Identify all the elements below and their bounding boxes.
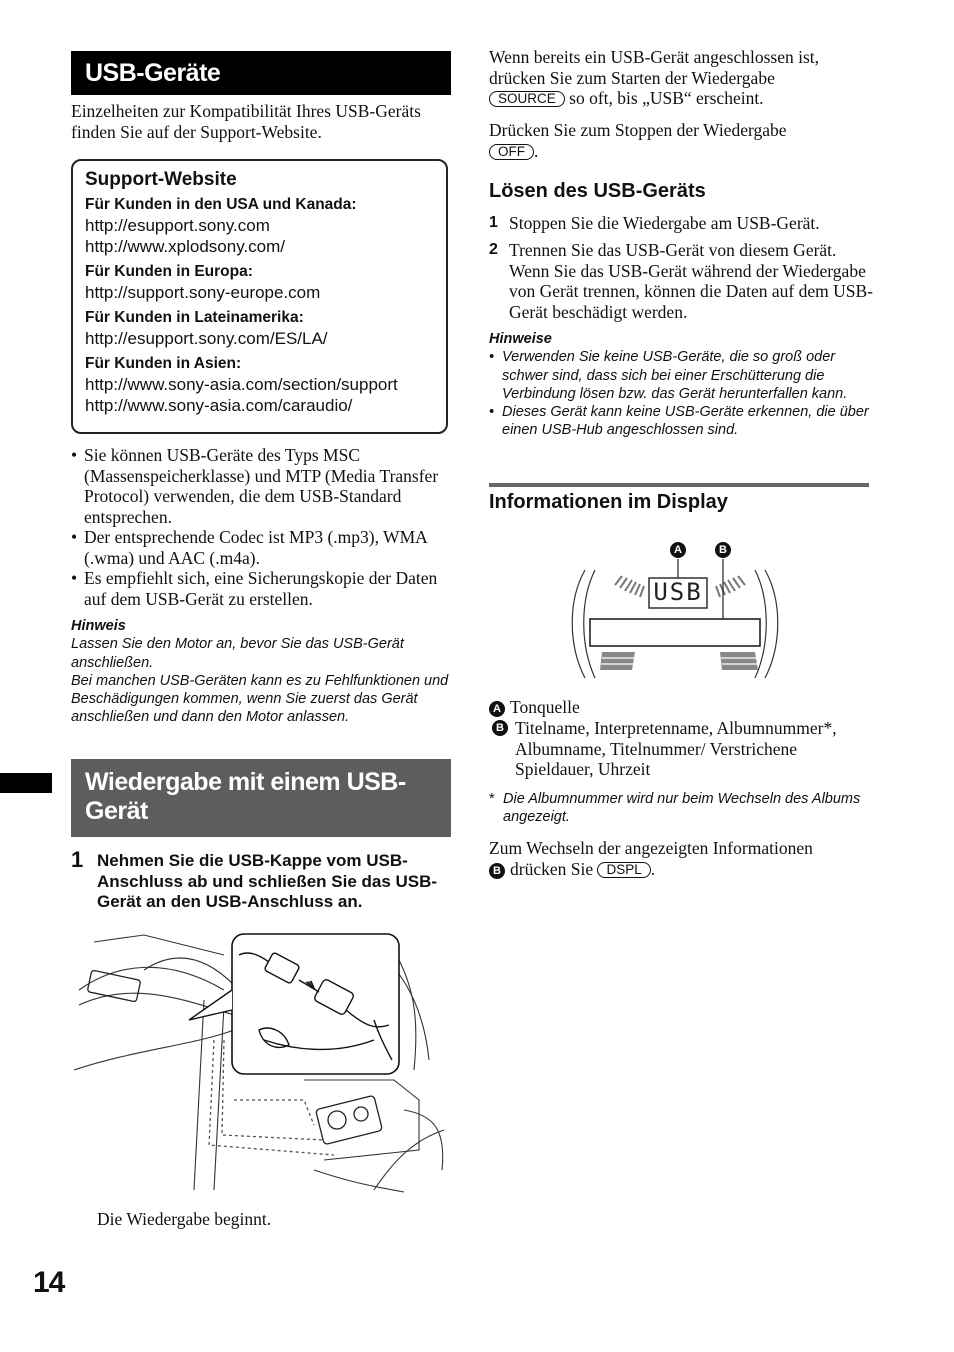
hinweis-line: Bei manchen USB-Geräten kann es zu Fehlfunktionen und Beschädigungen kommen, wenn Sie zuerst das Gerät anschließen und dann den Motor anlassen. bbox=[71, 672, 449, 726]
list-item: • Es empfiehlt sich, eine Sicherungskopie der Daten auf dem USB-Gerät zu erstellen. bbox=[71, 568, 443, 609]
footnote-mark: * bbox=[489, 791, 495, 807]
support-link[interactable]: http://www.sony-asia.com/caraudio/ bbox=[85, 396, 353, 415]
support-link[interactable]: http://www.sony-asia.com/section/support bbox=[85, 375, 398, 394]
step-number: 1 bbox=[489, 214, 498, 231]
hinweise-title: Hinweise bbox=[489, 331, 552, 347]
page-edge-tab bbox=[0, 773, 52, 793]
step-number: 2 bbox=[489, 241, 498, 258]
footnote bbox=[489, 790, 869, 827]
support-link[interactable]: http://support.sony-europe.com bbox=[85, 283, 321, 302]
support-group-label: Für Kunden in Europa: bbox=[85, 263, 253, 280]
usb-connection-illustration bbox=[74, 930, 446, 1196]
legend-text: Tonquelle bbox=[510, 697, 580, 717]
paragraph-text: Drücken Sie zum Stoppen der Wiedergabe bbox=[489, 120, 787, 140]
display-source-text: USB bbox=[653, 578, 703, 606]
paragraph-text: . bbox=[534, 140, 539, 161]
marker-b: B bbox=[492, 720, 508, 736]
support-link[interactable]: http://esupport.sony.com/ES/LA/ bbox=[85, 329, 328, 348]
list-item: • Der entsprechende Codec ist MP3 (.mp3), WMA (.wma) und AAC (.m4a). bbox=[71, 527, 443, 568]
compatibility-bullet-list bbox=[71, 445, 443, 609]
section-title-wiedergabe: Wiedergabe mit einem USB-Gerät bbox=[71, 759, 451, 837]
marker-a: A bbox=[489, 701, 505, 717]
stop-playback-paragraph bbox=[489, 120, 879, 161]
playback-caption: Die Wiedergabe beginnt. bbox=[97, 1209, 272, 1229]
display-diagram bbox=[560, 540, 800, 682]
support-group-label: Für Kunden in Asien: bbox=[85, 355, 242, 372]
list-item: • Dieses Gerät kann keine USB-Geräte erkennen, die über einen USB-Hub angeschlossen sind. bbox=[489, 403, 874, 440]
off-key: OFF bbox=[489, 144, 534, 160]
support-link[interactable]: http://esupport.sony.com bbox=[85, 216, 270, 235]
hinweise-list bbox=[489, 348, 874, 439]
source-key: SOURCE bbox=[489, 91, 565, 107]
display-frame-graphic bbox=[560, 540, 800, 682]
section-title-usb-geraete: USB-Geräte bbox=[71, 51, 451, 95]
paragraph-text: Wenn bereits ein USB-Gerät angeschlossen ist, drücken Sie zum Starten der Wiedergabe bbox=[489, 47, 820, 88]
support-group-latin-america bbox=[85, 308, 446, 349]
support-box-title: Support-Website bbox=[85, 169, 237, 190]
display-legend-b bbox=[489, 718, 869, 780]
start-playback-paragraph bbox=[489, 47, 879, 109]
paragraph-text: Zum Wechseln der angezeigten Informationen bbox=[489, 838, 813, 858]
marker-b: B bbox=[715, 542, 731, 558]
hinweis-line: Lassen Sie den Motor an, bevor Sie das USB-Gerät anschließen. bbox=[71, 636, 404, 671]
support-group-label: Für Kunden in den USA und Kanada: bbox=[85, 196, 357, 213]
marker-b: B bbox=[489, 863, 505, 879]
support-website-box bbox=[71, 159, 448, 434]
support-group-asia bbox=[85, 354, 446, 416]
step-number: 1 bbox=[71, 847, 84, 872]
paragraph-text: drücken Sie bbox=[510, 858, 594, 879]
hinweis-block bbox=[71, 617, 451, 727]
list-item: • Verwenden Sie keine USB-Geräte, die so groß oder schwer sind, dass sich bei einer Erschütterung die Verbindung lösen bzw. das Gerät herunterfallen kann. bbox=[489, 348, 874, 403]
hinweis-title: Hinweis bbox=[71, 618, 126, 634]
subheading-loesen: Lösen des USB-Geräts bbox=[489, 180, 706, 202]
page-number: 14 bbox=[33, 1266, 65, 1299]
hinweise-block bbox=[489, 330, 874, 440]
loesen-step-2: Trennen Sie das USB-Gerät von diesem Gerät. Wenn Sie das USB-Gerät während der Wiedergabe von Gerät trennen, können die Daten auf dem USB-Gerät beschädigt werden. bbox=[509, 240, 873, 322]
paragraph-text: . bbox=[650, 858, 656, 879]
support-group-label: Für Kunden in Lateinamerika: bbox=[85, 309, 304, 326]
subheading-informationen: Informationen im Display bbox=[489, 491, 728, 513]
footnote-text: Die Albumnummer wird nur beim Wechseln des Albums angezeigt. bbox=[503, 791, 861, 826]
paragraph-text: so oft, bis „USB“ erscheint. bbox=[569, 88, 764, 108]
support-group-usa bbox=[85, 195, 446, 257]
loesen-step-1: Stoppen Sie die Wiedergabe am USB-Gerät. bbox=[509, 213, 820, 233]
intro-text: Einzelheiten zur Kompatibilität Ihres USB-Geräts finden Sie auf der Support-Website. bbox=[71, 101, 421, 142]
section-divider bbox=[489, 483, 869, 487]
list-item: • Sie können USB-Geräte des Typs MSC (Massenspeicherklasse) und MTP (Media Transfer Protocol) verwenden, die dem USB-Standard entsprechen. bbox=[71, 445, 443, 527]
step-1-text: Nehmen Sie die USB-Kappe vom USB-Anschluss ab und schließen Sie das USB-Gerät an den USB-Anschluss an. bbox=[97, 851, 438, 911]
support-group-europe bbox=[85, 262, 446, 303]
legend-text: Titelname, Interpretenname, Albumnummer*, Albumname, Titelnummer/ Verstrichene Spieldauer, Uhrzeit bbox=[515, 718, 837, 779]
change-display-paragraph bbox=[489, 838, 879, 879]
display-legend-a bbox=[489, 697, 874, 718]
dspl-key: DSPL bbox=[597, 862, 650, 878]
marker-a: A bbox=[670, 542, 686, 558]
support-link[interactable]: http://www.xplodsony.com/ bbox=[85, 237, 285, 256]
